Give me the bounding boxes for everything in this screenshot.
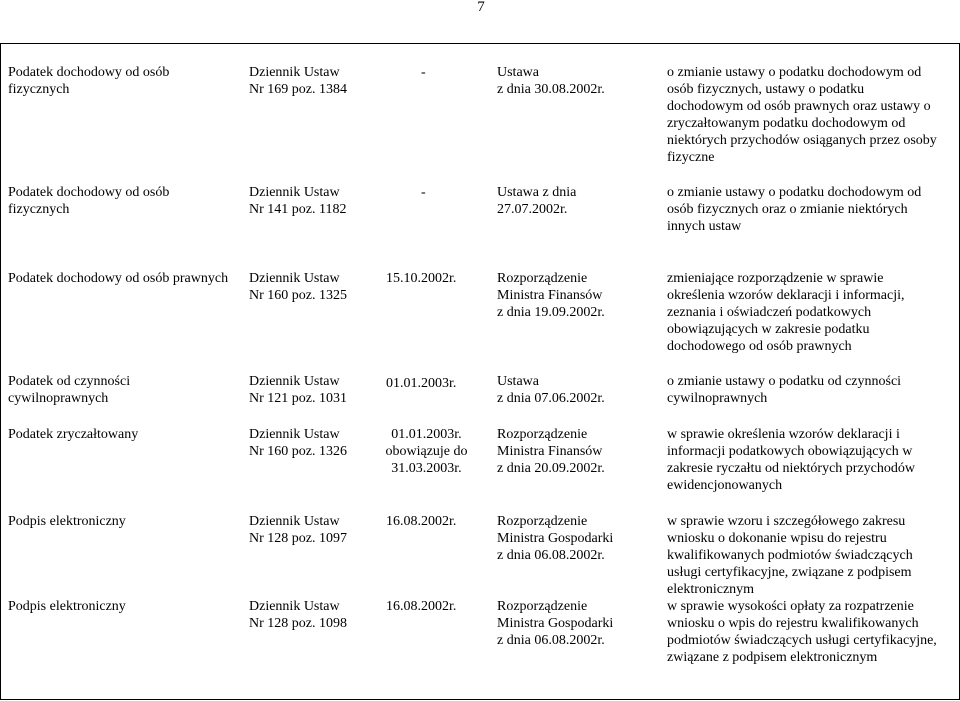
effective-date-cell: 15.10.2002r. [386,271,457,286]
legal-act-cell: Ustawa z dnia 07.06.2002r. [497,374,605,406]
legal-act-cell: Rozporządzenie Ministra Gospodarki z dnia 06.08.2002r. [497,514,614,563]
effective-date-cell: 16.08.2002r. [386,599,457,614]
act-subject-cell: o zmianie ustawy o podatku dochodowym od osób fizycznych oraz o zmianie niektórych innych ustaw [667,185,922,234]
legal-act-cell: Ustawa z dnia 30.08.2002r. [497,65,605,97]
act-subject-cell: o zmianie ustawy o podatku od czynności cywilnoprawnych [667,374,902,406]
act-subject-cell: w sprawie określenia wzorów deklaracji i informacji podatkowych obowiązujących w zakresie ryczałtu od niektórych przychodów ewidencjonowanych [667,427,916,493]
journal-reference-cell: Dziennik Ustaw Nr 128 poz. 1098 [249,599,347,631]
act-subject-cell: o zmianie ustawy o podatku dochodowym od osób fizycznych, ustawy o podatku dochodowym od osób prawnych oraz ustawy o zryczałtowanym podatku dochodowym od niektórych przychodów osiąganych przez osoby fizyczne [667,65,937,165]
journal-reference-cell: Dziennik Ustaw Nr 121 poz. 1031 [249,374,347,406]
tax-name-cell: Podpis elektroniczny [8,599,126,614]
legal-act-cell: Rozporządzenie Ministra Finansów z dnia 20.09.2002r. [497,427,605,476]
page-number-text: 7 [477,0,485,15]
legal-act-cell: Ustawa z dnia 27.07.2002r. [497,185,577,217]
legal-act-cell: Rozporządzenie Ministra Finansów z dnia 19.09.2002r. [497,271,605,320]
journal-reference-cell: Dziennik Ustaw Nr 169 poz. 1384 [249,65,347,97]
journal-reference-cell: Dziennik Ustaw Nr 128 poz. 1097 [249,514,347,546]
legal-acts-table [0,43,960,700]
effective-date-cell: 16.08.2002r. [386,514,457,529]
effective-date-cell: - [421,65,426,80]
tax-name-cell: Podatek dochodowy od osób fizycznych [8,65,170,97]
journal-reference-cell: Dziennik Ustaw Nr 160 poz. 1325 [249,271,347,303]
page-number [0,0,960,14]
tax-name-cell: Podatek od czynności cywilnoprawnych [8,374,131,406]
tax-name-cell: Podatek dochodowy od osób fizycznych [8,185,170,217]
legal-act-cell: Rozporządzenie Ministra Gospodarki z dnia 06.08.2002r. [497,599,614,648]
effective-date-cell: - [421,185,426,200]
act-subject-cell: zmieniające rozporządzenie w sprawie określenia wzorów deklaracji i informacji, zeznania i oświadczeń podatkowych obowiązujących w zakresie podatku dochodowego od osób prawnych [667,271,905,354]
effective-date-cell: 01.01.2003r. [386,376,457,391]
act-subject-cell: w sprawie wzoru i szczegółowego zakresu wniosku o dokonanie wpisu do rejestru kwalifikowanych podmiotów świadczących usługi certyfikacyjne, związane z podpisem elektronicznym [667,514,913,597]
effective-date-cell: 01.01.2003r. obowiązuje do 31.03.2003r. [385,427,468,476]
tax-name-cell: Podatek zryczałtowany [8,427,139,442]
journal-reference-cell: Dziennik Ustaw Nr 160 poz. 1326 [249,427,347,459]
tax-name-cell: Podatek dochodowy od osób prawnych [8,271,229,286]
journal-reference-cell: Dziennik Ustaw Nr 141 poz. 1182 [249,185,347,217]
act-subject-cell: w sprawie wysokości opłaty za rozpatrzenie wniosku o wpis do rejestru kwalifikowanych podmiotów świadczących usługi certyfikacyjne, związane z podpisem elektronicznym [667,599,937,665]
tax-name-cell: Podpis elektroniczny [8,514,126,529]
